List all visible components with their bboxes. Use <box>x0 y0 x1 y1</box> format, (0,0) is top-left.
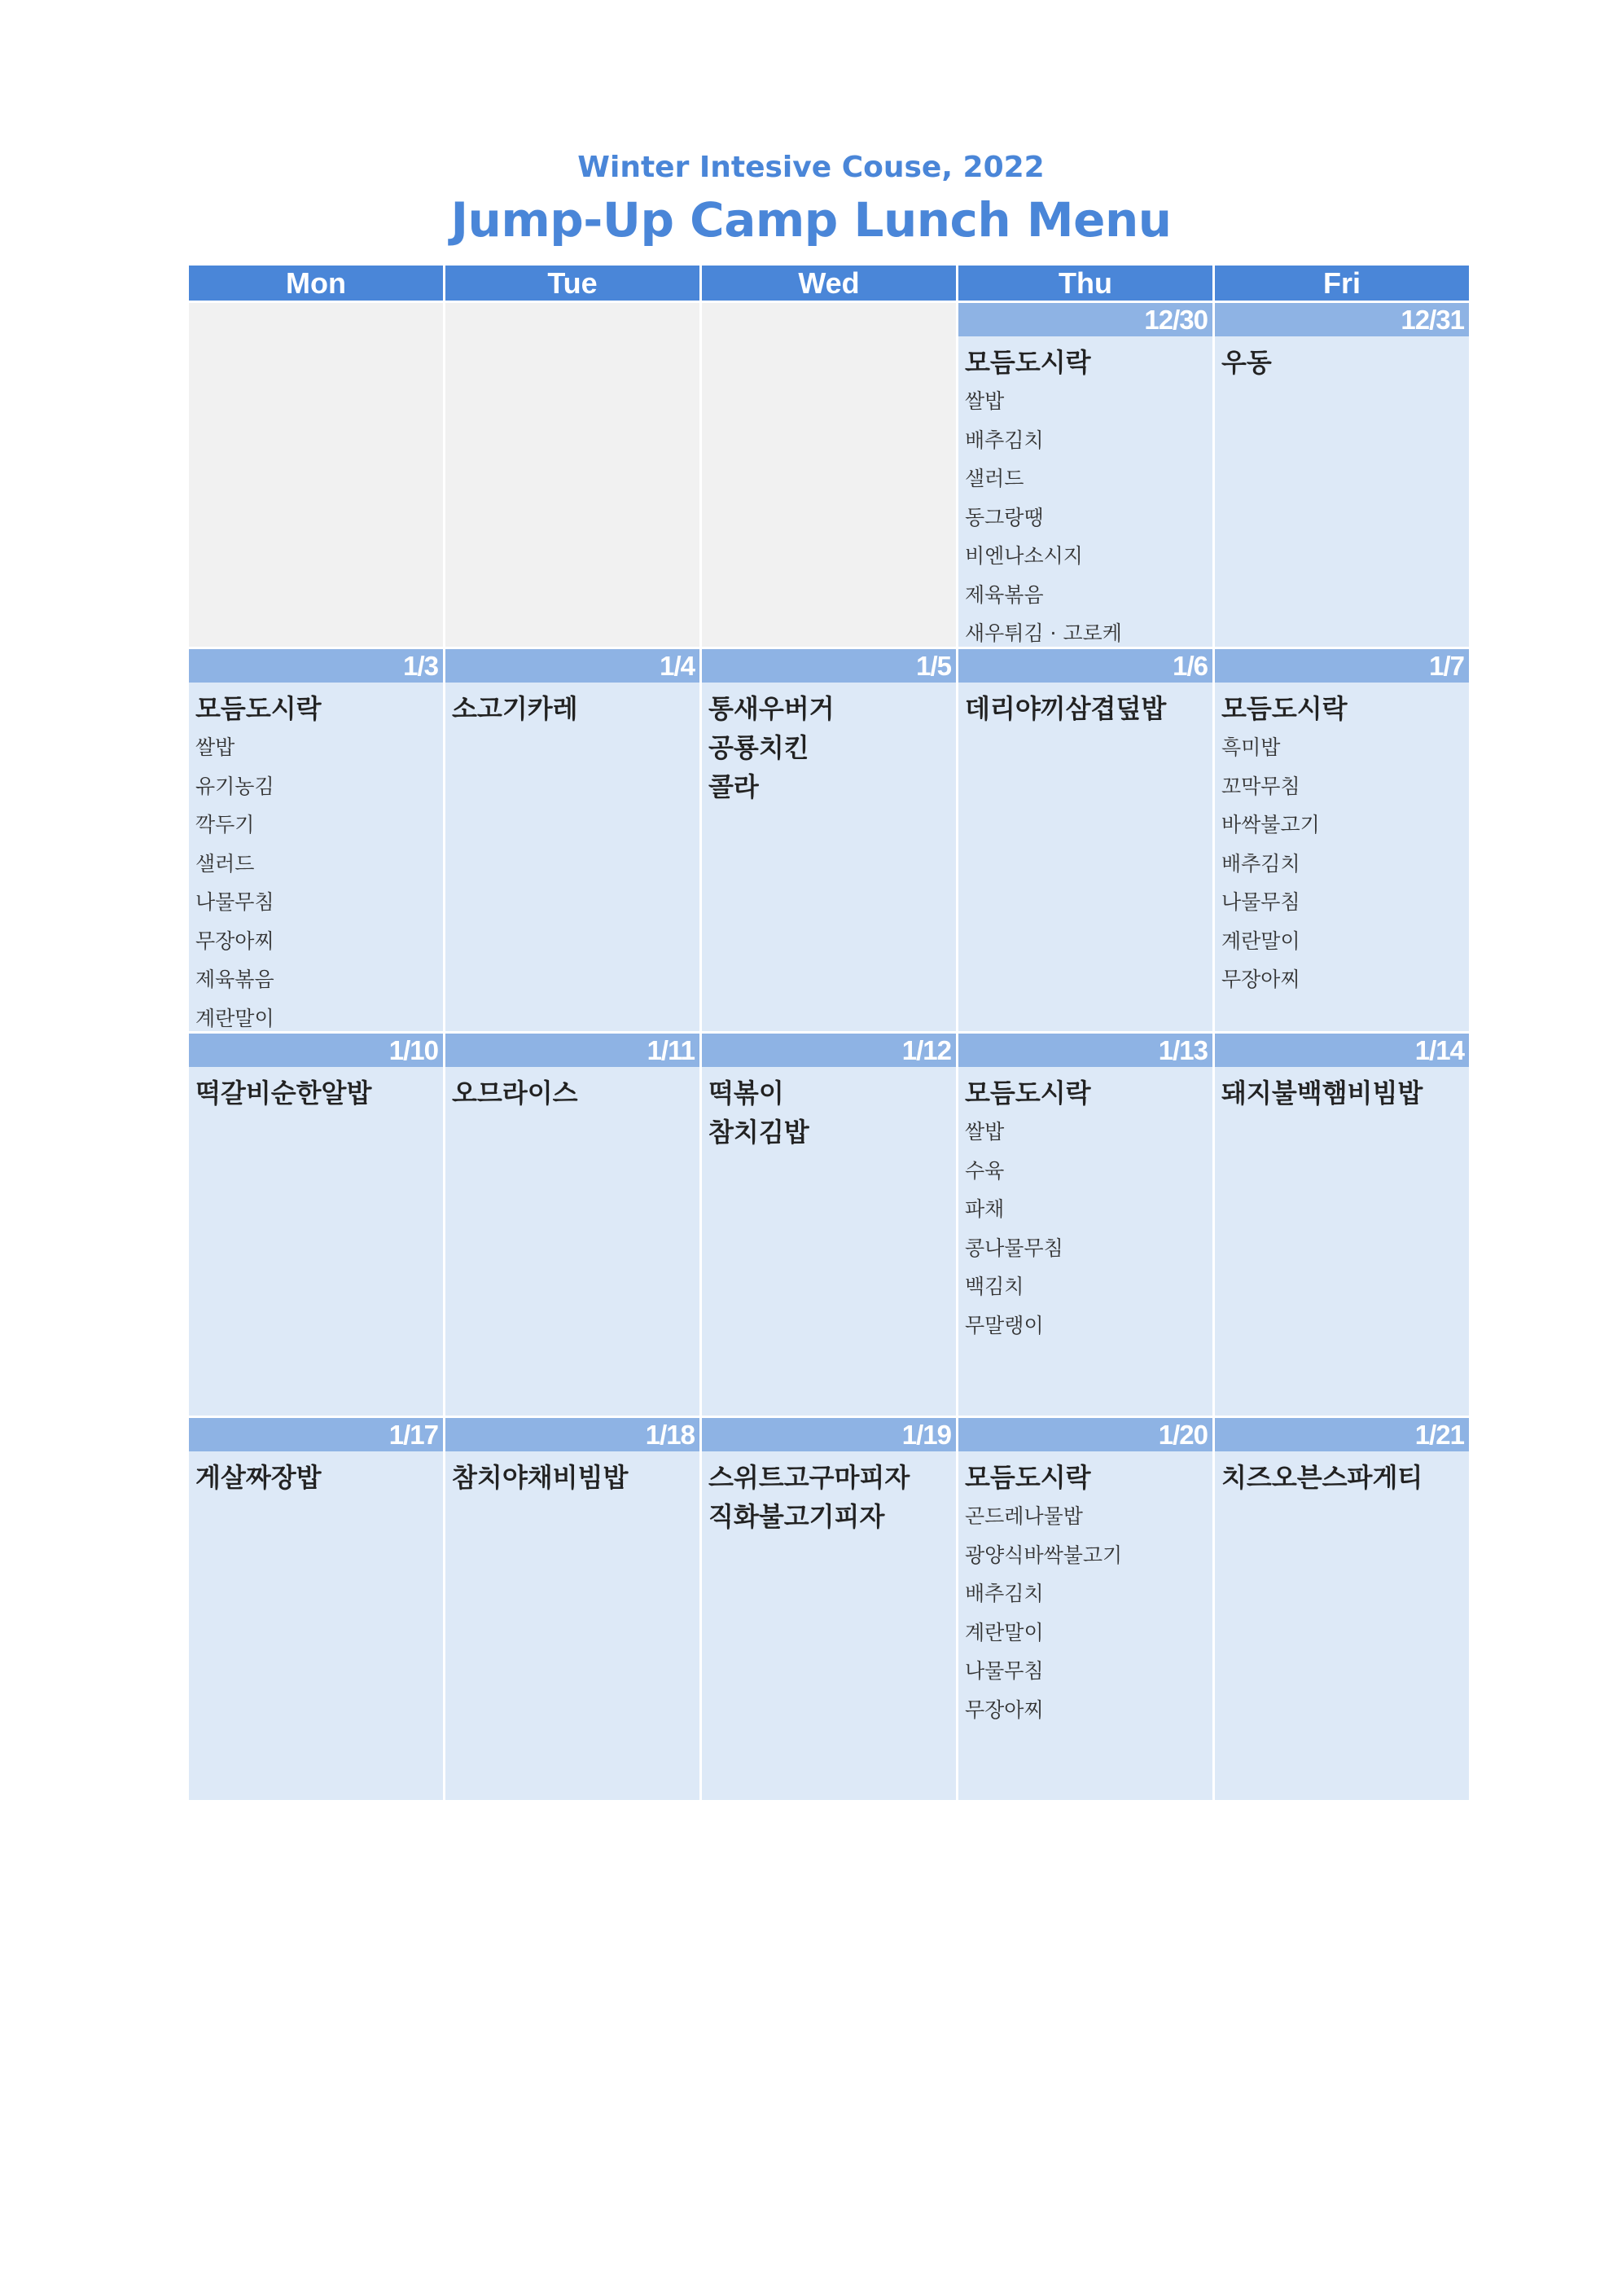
side-dish: 샐러드 <box>195 851 255 876</box>
weekday-wed: Wed <box>702 266 956 301</box>
side-dish: 깍두기 <box>195 813 255 836</box>
empty-day-cell <box>445 303 699 647</box>
main-dish: 참치야채비빔밥 <box>452 1462 629 1493</box>
main-dish: 소고기카레 <box>452 693 578 724</box>
side-dish: 샐러드 <box>965 467 1024 490</box>
weekday-header-row <box>189 266 1471 301</box>
menu-items <box>702 683 956 806</box>
side-dish: 무장아찌 <box>195 928 274 953</box>
main-dish: 스위트고구마피자 <box>708 1462 910 1493</box>
day-cell <box>189 1034 443 1416</box>
side-dish: 배추김치 <box>1221 851 1300 876</box>
day-cell <box>189 649 443 1031</box>
side-dish: 바싹불고기 <box>1221 813 1320 836</box>
day-cell <box>445 1034 699 1416</box>
side-dish: 무장아찌 <box>965 1697 1044 1722</box>
side-dish: 계란말이 <box>965 1620 1044 1644</box>
menu-items <box>958 1451 1212 1729</box>
weekday-thu: Thu <box>958 266 1212 301</box>
menu-items <box>445 1067 699 1113</box>
side-dish: 백김치 <box>965 1275 1024 1298</box>
menu-items <box>189 1451 443 1497</box>
day-cell <box>1215 649 1469 1031</box>
side-dish: 나물무침 <box>195 890 274 914</box>
side-dish: 꼬막무침 <box>1221 774 1300 798</box>
main-dish: 모듬도시락 <box>965 1462 1091 1493</box>
menu-items <box>1215 1451 1469 1497</box>
date-label: 1/13 <box>958 1034 1212 1067</box>
weekday-mon: Mon <box>189 266 443 301</box>
main-dish: 우동 <box>1221 347 1272 378</box>
side-dish: 광양식바싹불고기 <box>965 1543 1123 1567</box>
week-row <box>189 1034 1471 1416</box>
day-cell <box>958 649 1212 1031</box>
date-label: 1/11 <box>445 1034 699 1067</box>
day-cell <box>1215 1034 1469 1416</box>
side-dish: 무장아찌 <box>1221 968 1300 991</box>
week-row <box>189 303 1471 647</box>
empty-day-cell <box>189 303 443 647</box>
menu-items <box>189 1067 443 1113</box>
day-cell <box>702 1034 956 1416</box>
day-cell <box>958 1418 1212 1800</box>
side-dish: 흑미밥 <box>1221 735 1281 759</box>
day-cell <box>445 649 699 1031</box>
side-dish: 유기농김 <box>195 774 274 798</box>
side-dish: 곤드레나물밥 <box>965 1504 1083 1528</box>
main-dish: 직화불고기피자 <box>708 1501 885 1532</box>
page-header <box>0 147 1622 251</box>
menu-items <box>702 1451 956 1536</box>
menu-items <box>958 683 1212 728</box>
side-dish: 나물무침 <box>1221 890 1300 914</box>
day-cell <box>958 1034 1212 1416</box>
side-dish: 배추김치 <box>965 1582 1044 1605</box>
menu-items <box>1215 336 1469 382</box>
main-dish: 참치김밥 <box>708 1117 809 1148</box>
menu-items <box>702 1067 956 1152</box>
main-dish: 공룡치킨 <box>708 732 809 763</box>
main-dish: 데리야끼삼겹덮밥 <box>965 693 1167 724</box>
main-dish: 모듬도시락 <box>195 693 322 724</box>
day-cell <box>445 1418 699 1800</box>
side-dish: 비엔나소시지 <box>965 544 1083 568</box>
menu-items <box>189 683 443 1077</box>
side-dish: 새우튀김 · 고로케 <box>965 621 1122 645</box>
menu-items <box>958 336 1212 653</box>
menu-items <box>958 1067 1212 1345</box>
side-dish: 나물무침 <box>965 1659 1044 1683</box>
menu-items <box>445 1451 699 1497</box>
date-label: 12/31 <box>1215 303 1469 336</box>
main-dish: 게살짜장밥 <box>195 1462 322 1493</box>
side-dish: 계란말이 <box>1221 928 1300 953</box>
side-dish: 쌀밥 <box>965 389 1005 413</box>
date-label: 12/30 <box>958 303 1212 336</box>
date-label: 1/18 <box>445 1418 699 1451</box>
week-row <box>189 649 1471 1031</box>
side-dish: 제육볶음 <box>195 968 274 991</box>
side-dish: 동그랑땡 <box>965 505 1044 529</box>
side-dish: 무말랭이 <box>965 1313 1044 1337</box>
date-label: 1/21 <box>1215 1418 1469 1451</box>
main-dish: 모듬도시락 <box>965 347 1091 378</box>
side-dish: 배추김치 <box>965 428 1044 452</box>
main-dish: 떡볶이 <box>708 1078 784 1108</box>
main-dish: 돼지불백햄비빔밥 <box>1221 1078 1423 1108</box>
date-label: 1/20 <box>958 1418 1212 1451</box>
main-dish: 치즈오븐스파게티 <box>1221 1462 1423 1493</box>
day-cell <box>1215 1418 1469 1800</box>
side-dish: 수육 <box>965 1158 1005 1183</box>
week-row <box>189 1418 1471 1800</box>
day-cell <box>702 1418 956 1800</box>
weekday-tue: Tue <box>445 266 699 301</box>
day-cell <box>189 1418 443 1800</box>
side-dish: 콩나물무침 <box>965 1236 1063 1260</box>
lunch-calendar <box>189 266 1471 1800</box>
day-cell <box>702 649 956 1031</box>
menu-items <box>1215 683 1469 999</box>
day-cell <box>958 303 1212 647</box>
side-dish: 제육볶음 <box>965 582 1044 607</box>
date-label: 1/6 <box>958 649 1212 683</box>
main-dish: 떡갈비순한알밥 <box>195 1078 372 1108</box>
main-dish: 통새우버거 <box>708 693 835 724</box>
page-subtitle: Winter Intesive Couse, 2022 <box>577 151 1045 184</box>
empty-day-cell <box>702 303 956 647</box>
date-label: 1/19 <box>702 1418 956 1451</box>
date-label: 1/7 <box>1215 649 1469 683</box>
main-dish: 모듬도시락 <box>1221 693 1348 724</box>
menu-items <box>1215 1067 1469 1113</box>
date-label: 1/5 <box>702 649 956 683</box>
date-label: 1/14 <box>1215 1034 1469 1067</box>
date-label: 1/4 <box>445 649 699 683</box>
date-label: 1/17 <box>189 1418 443 1451</box>
main-dish: 오므라이스 <box>452 1078 578 1108</box>
side-dish: 파채 <box>965 1197 1005 1221</box>
weekday-fri: Fri <box>1215 266 1469 301</box>
day-cell <box>1215 303 1469 647</box>
main-dish: 모듬도시락 <box>965 1078 1091 1108</box>
menu-items <box>445 683 699 728</box>
side-dish: 계란말이 <box>195 1006 274 1030</box>
main-dish: 콜라 <box>708 771 759 802</box>
date-label: 1/10 <box>189 1034 443 1067</box>
side-dish: 쌀밥 <box>965 1120 1005 1144</box>
date-label: 1/3 <box>189 649 443 683</box>
page-title: Jump-Up Camp Lunch Menu <box>450 192 1172 248</box>
side-dish: 쌀밥 <box>195 735 235 759</box>
date-label: 1/12 <box>702 1034 956 1067</box>
